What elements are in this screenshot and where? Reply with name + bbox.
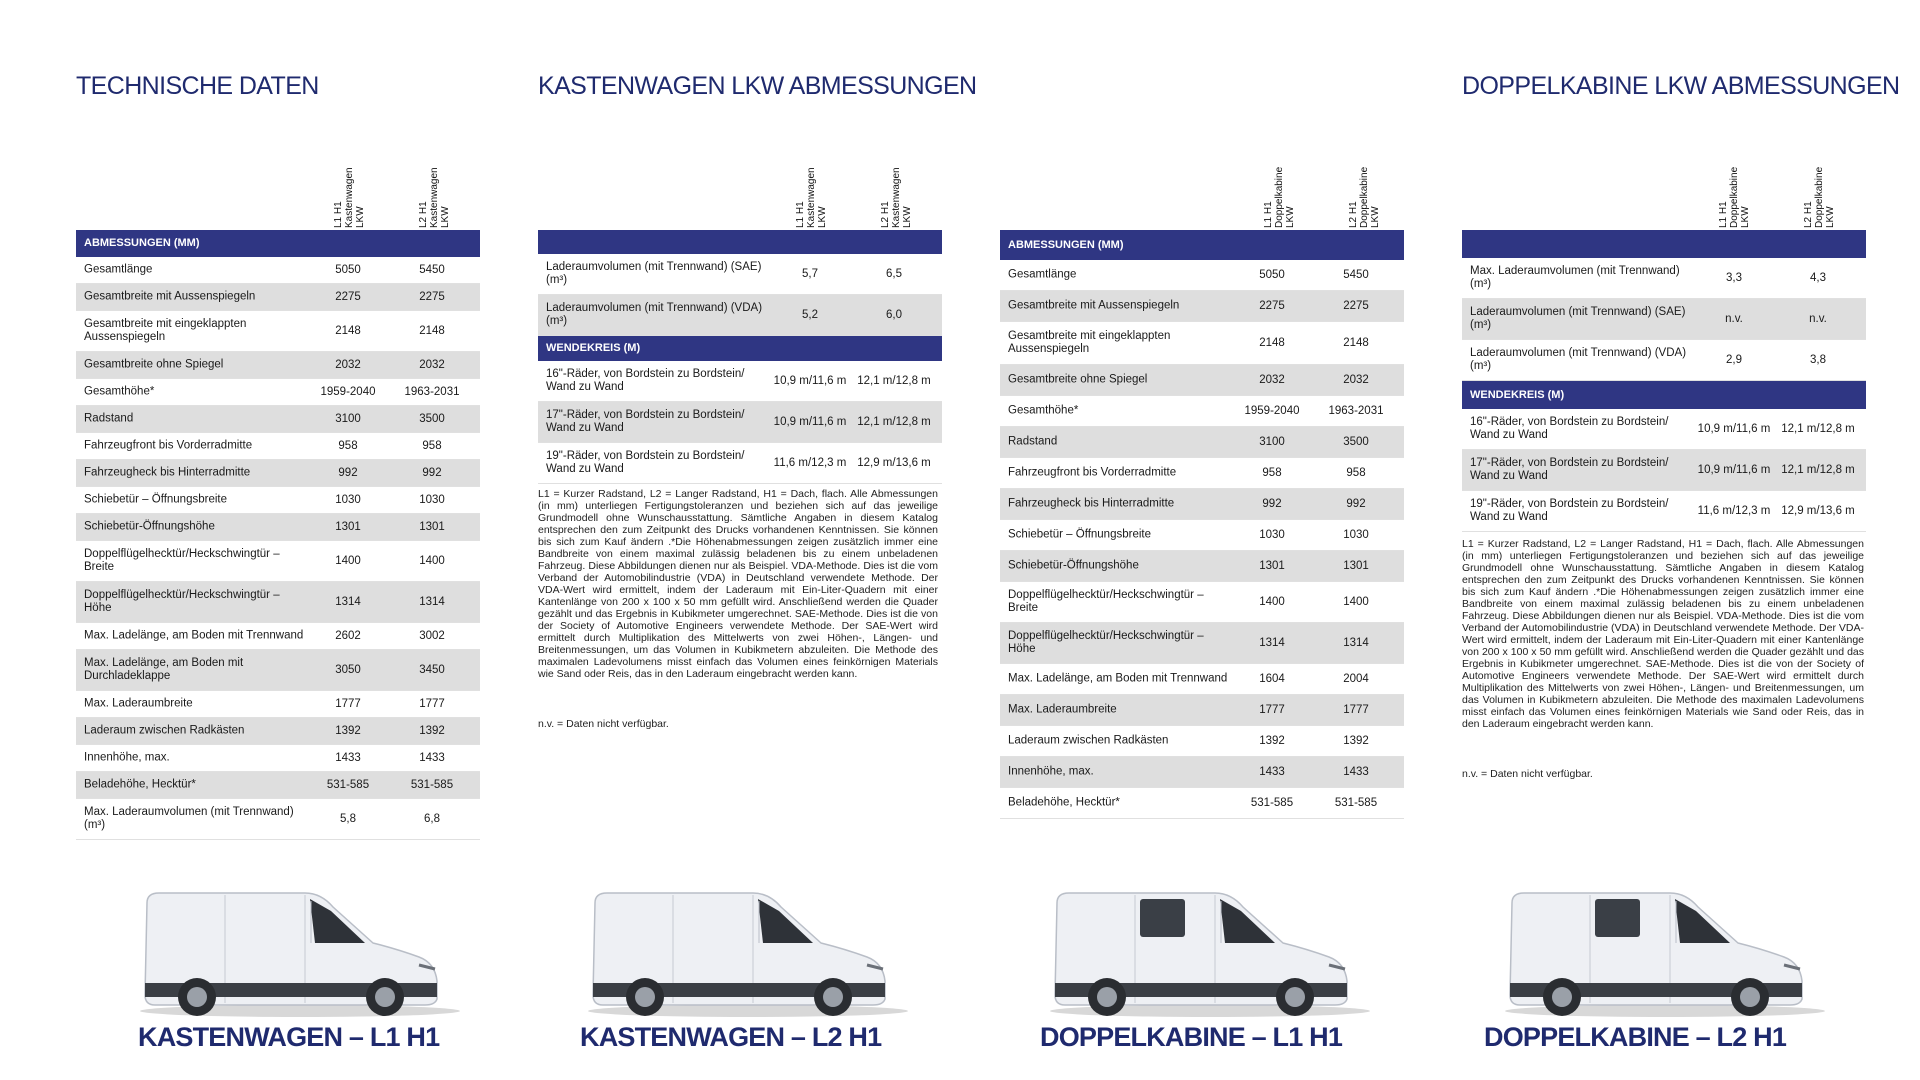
value-col1: 10,9 m/11,6 m bbox=[773, 375, 847, 387]
row-label: Max. Ladelänge, am Boden mit Trennwand bbox=[84, 629, 304, 642]
row-label: 16"-Räder, von Bordstein zu Bordstein/ Wand zu Wand bbox=[1470, 416, 1669, 441]
table-row bbox=[1000, 726, 1404, 757]
row-label: Beladehöhe, Hecktür* bbox=[84, 778, 196, 791]
table-row bbox=[1000, 757, 1404, 788]
row-label: Gesamthöhe* bbox=[1008, 404, 1079, 417]
row-label: Innenhöhe, max. bbox=[84, 751, 170, 764]
row-label: Max. Ladelänge, am Boden mit Durchladeklappe bbox=[84, 657, 244, 682]
volume-table-kastenwagen bbox=[538, 230, 942, 484]
table-row bbox=[76, 650, 480, 691]
table-rows bbox=[538, 361, 942, 484]
value-col1: 3050 bbox=[335, 664, 361, 676]
value-col2: 992 bbox=[422, 467, 442, 479]
row-label: Innenhöhe, max. bbox=[1008, 765, 1094, 778]
table-row bbox=[76, 284, 480, 311]
row-label: Doppelflügelhecktür/Heckschwingtür – Höhe bbox=[1008, 630, 1204, 655]
value-col1: 1433 bbox=[1259, 766, 1285, 778]
van-label-doppelkabine-l2: DOPPELKABINE – L2 H1 bbox=[1484, 1022, 1787, 1052]
value-col2: 1314 bbox=[1343, 637, 1369, 649]
value-col1: 5050 bbox=[1259, 269, 1285, 281]
value-col2: 1963-2031 bbox=[1328, 405, 1384, 417]
value-col2: 12,1 m/12,8 m bbox=[1781, 423, 1855, 435]
value-col1: 992 bbox=[1262, 498, 1282, 510]
value-col2: 1777 bbox=[1343, 704, 1369, 716]
value-col1: 1959-2040 bbox=[320, 386, 376, 398]
na-note: n.v. = Daten nicht verfügbar. bbox=[1462, 768, 1593, 780]
section-header-abmessungen: ABMESSUNGEN (MM) bbox=[76, 230, 480, 257]
table-row bbox=[538, 402, 942, 443]
value-col1: 2148 bbox=[335, 325, 361, 337]
value-col1: 1433 bbox=[335, 752, 361, 764]
na-note: n.v. = Daten nicht verfügbar. bbox=[538, 718, 669, 730]
table-row bbox=[76, 460, 480, 487]
table-row bbox=[538, 443, 942, 484]
value-col2: 3002 bbox=[419, 630, 445, 642]
table-row bbox=[1000, 322, 1404, 365]
van-doppelkabine-l2-image bbox=[1490, 885, 1840, 1020]
value-col2: 12,9 m/13,6 m bbox=[1781, 505, 1855, 517]
table-rows bbox=[538, 254, 942, 336]
row-label: Doppelflügelhecktür/Heckschwingtür – Breite bbox=[84, 548, 280, 573]
row-label: Fahrzeugfront bis Vorderradmitte bbox=[1008, 466, 1177, 479]
row-label: Schiebetür-Öffnungshöhe bbox=[84, 520, 215, 533]
value-col1: 5,7 bbox=[802, 268, 818, 280]
row-label: 19"-Räder, von Bordstein zu Bordstein/ Wand zu Wand bbox=[546, 450, 745, 475]
section-header-blank bbox=[538, 230, 942, 254]
value-col2: 1301 bbox=[1343, 560, 1369, 572]
value-col1: 3100 bbox=[1259, 436, 1285, 448]
value-col1: 3,3 bbox=[1726, 272, 1742, 284]
table-row bbox=[1000, 551, 1404, 582]
value-col2: 12,1 m/12,8 m bbox=[857, 416, 931, 428]
value-col2: 1314 bbox=[419, 596, 445, 608]
table-row bbox=[538, 254, 942, 295]
column-header-l2: L2 H1 Kastenwagen LKW bbox=[418, 167, 451, 228]
row-label: Fahrzeugfront bis Vorderradmitte bbox=[84, 439, 253, 452]
row-label: Schiebetür-Öffnungshöhe bbox=[1008, 559, 1139, 572]
value-col1: 1392 bbox=[1259, 735, 1285, 747]
table-row bbox=[1000, 260, 1404, 291]
spec-table-kastenwagen bbox=[76, 230, 480, 840]
row-label: 17"-Räder, von Bordstein zu Bordstein/ Wand zu Wand bbox=[546, 409, 745, 434]
value-col1: 1959-2040 bbox=[1244, 405, 1300, 417]
van-label-doppelkabine-l1: DOPPELKABINE – L1 H1 bbox=[1040, 1022, 1343, 1052]
value-col1: 5050 bbox=[335, 264, 361, 276]
table-row bbox=[1000, 520, 1404, 551]
value-col2: 1777 bbox=[419, 698, 445, 710]
value-col2: 2004 bbox=[1343, 673, 1369, 685]
row-label: Laderaumvolumen (mit Trennwand) (VDA) (m³) bbox=[1470, 347, 1687, 372]
table-row bbox=[1000, 788, 1404, 819]
value-col1: 1777 bbox=[1259, 704, 1285, 716]
table-row bbox=[1000, 623, 1404, 664]
page-title-technische-daten: TECHNISCHE DATEN bbox=[76, 72, 319, 100]
value-col2: 2275 bbox=[1343, 300, 1369, 312]
section-header-wendekreis: WENDEKREIS (M) bbox=[538, 336, 942, 361]
value-col2: 6,8 bbox=[424, 813, 440, 825]
value-col2: 4,3 bbox=[1810, 272, 1826, 284]
row-label: Radstand bbox=[1008, 435, 1058, 448]
value-col1: 10,9 m/11,6 m bbox=[1697, 423, 1771, 435]
value-col2: 12,9 m/13,6 m bbox=[857, 457, 931, 469]
van-label-kastenwagen-l2: KASTENWAGEN – L2 H1 bbox=[580, 1022, 882, 1052]
table-row bbox=[538, 295, 942, 336]
table-row bbox=[1000, 291, 1404, 322]
value-col1: 1400 bbox=[335, 555, 361, 567]
table-row bbox=[76, 406, 480, 433]
row-label: Doppelflügelhecktür/Heckschwingtür – Höhe bbox=[84, 589, 280, 614]
value-col1: 1314 bbox=[335, 596, 361, 608]
table-row bbox=[1000, 458, 1404, 489]
value-col2: 992 bbox=[1346, 498, 1366, 510]
value-col1: 11,6 m/12,3 m bbox=[1697, 505, 1771, 517]
section-header-wendekreis: WENDEKREIS (M) bbox=[1462, 381, 1866, 409]
section-header-blank bbox=[1462, 230, 1866, 258]
value-col2: 1030 bbox=[1343, 529, 1369, 541]
column-header-l2: L2 H1 Doppelkabine LKW bbox=[1348, 166, 1381, 228]
value-col2: 1433 bbox=[419, 752, 445, 764]
value-col2: 1400 bbox=[419, 555, 445, 567]
row-label: Schiebetür – Öffnungsbreite bbox=[1008, 528, 1151, 541]
table-row bbox=[76, 541, 480, 582]
row-label: Gesamtbreite ohne Spiegel bbox=[84, 358, 224, 371]
page-title-kastenwagen: KASTENWAGEN LKW ABMESSUNGEN bbox=[538, 72, 977, 100]
row-label: Laderaum zwischen Radkästen bbox=[84, 724, 245, 737]
row-label: Gesamtlänge bbox=[84, 263, 153, 276]
table-row bbox=[1462, 340, 1866, 381]
value-col2: 1392 bbox=[1343, 735, 1369, 747]
value-col1: 531-585 bbox=[1250, 797, 1294, 809]
table-row bbox=[1000, 365, 1404, 396]
table-row bbox=[76, 623, 480, 650]
page-title-doppelkabine: DOPPELKABINE LKW ABMESSUNGEN bbox=[1462, 72, 1900, 100]
value-col2: 2032 bbox=[419, 359, 445, 371]
row-label: Max. Laderaumbreite bbox=[84, 697, 193, 710]
value-col2: 12,1 m/12,8 m bbox=[857, 375, 931, 387]
value-col1: 1604 bbox=[1259, 673, 1285, 685]
value-col1: 1400 bbox=[1259, 596, 1285, 608]
value-col2: 531-585 bbox=[1334, 797, 1378, 809]
value-col1: 10,9 m/11,6 m bbox=[1697, 464, 1771, 476]
table-row bbox=[76, 433, 480, 460]
table-row bbox=[76, 745, 480, 772]
table-row bbox=[76, 311, 480, 352]
column-header-l1: L1 H1 Doppelkabine LKW bbox=[1718, 166, 1751, 228]
value-col2: 5450 bbox=[1343, 269, 1369, 281]
row-label: Max. Laderaumvolumen (mit Trennwand) (m³) bbox=[1470, 265, 1680, 290]
column-header-l2: L2 H1 Kastenwagen LKW bbox=[880, 167, 913, 228]
value-col1: 2275 bbox=[335, 291, 361, 303]
table-row bbox=[76, 487, 480, 514]
value-col1: 5,8 bbox=[340, 813, 356, 825]
value-col2: 3500 bbox=[419, 413, 445, 425]
table-row bbox=[1000, 489, 1404, 520]
row-label: Radstand bbox=[84, 412, 134, 425]
row-label: Doppelflügelhecktür/Heckschwingtür – Breite bbox=[1008, 589, 1204, 614]
row-label: Max. Ladelänge, am Boden mit Trennwand bbox=[1008, 672, 1228, 685]
row-label: 16"-Räder, von Bordstein zu Bordstein/ Wand zu Wand bbox=[546, 368, 745, 393]
van-kastenwagen-l2-image bbox=[573, 885, 923, 1020]
value-col1: 11,6 m/12,3 m bbox=[773, 457, 847, 469]
row-label: Fahrzeugheck bis Hinterradmitte bbox=[84, 466, 251, 479]
row-label: Laderaumvolumen (mit Trennwand) (VDA) (m³) bbox=[546, 302, 763, 327]
row-label: Schiebetür – Öffnungsbreite bbox=[84, 493, 227, 506]
table-row bbox=[76, 582, 480, 623]
value-col1: 1301 bbox=[335, 521, 361, 533]
column-header-l1: L1 H1 Kastenwagen LKW bbox=[795, 167, 828, 228]
value-col2: 1400 bbox=[1343, 596, 1369, 608]
spec-table-doppelkabine bbox=[1000, 230, 1404, 819]
table-row bbox=[76, 379, 480, 406]
row-label: Gesamtbreite mit Aussenspiegeln bbox=[1008, 299, 1180, 312]
value-col1: 2602 bbox=[335, 630, 361, 642]
table-row bbox=[1000, 396, 1404, 427]
table-row bbox=[76, 257, 480, 284]
value-col2: 958 bbox=[1346, 467, 1366, 479]
value-col1: 992 bbox=[338, 467, 358, 479]
table-rows bbox=[76, 257, 480, 840]
van-label-kastenwagen-l1: KASTENWAGEN – L1 H1 bbox=[138, 1022, 440, 1052]
value-col1: 5,2 bbox=[802, 309, 818, 321]
table-row bbox=[76, 718, 480, 745]
footnote-text: L1 = Kurzer Radstand, L2 = Langer Radstand, H1 = Dach, flach. Alle Abmessungen (in mm) unterliegen Fertigungstoleranzen und beziehen sich auf das jeweilige Grundmodell ohne Wunschausstattung. Sämtliche Angaben in diesem Katalog entsprechen den zum Zeitpunkt des Drucks vorhandenen Kenntnissen. Sie können bis sich zum Kauf ändern .*Die Höhenabmessungen zeigen zusätzlich immer eine Bandbreite von einem maximal zulässig beladenen bis zu einem unbeladenen Fahrzeug. Diese Abbildungen dienen nur als Beispiel. VDA-Methode. Dies ist die vom Verband der Automobilindustrie (VDA) in Deutschland verwendete Methode. Der VDA-Wert wird ermittelt, indem der Laderaum mit Ein-Liter-Quadern mit einer Kantenlänge von 200 x 100 x 50 mm gefüllt wird. Anschließend werden die Quader gezählt und das Ergebnis in Kubikmeter umgerechnet. SAE-Methode. Dies ist die von der Society of Automotive Engineers verwendete Methode. Der SAE-Wert wird ermittelt durch Multiplikation des Mittelwerts von zwei Höhen-, Längen- und Breitenmessungen, um das Volumen in Kubikmetern abzuleiten. Die Methode des maximalen Ladevolumens misst einfach das Volumen eines feinkörnigen Materials wie Sand oder Reis, das in den Laderaum eingebracht werden kann. bbox=[538, 488, 938, 680]
value-col2: 2275 bbox=[419, 291, 445, 303]
row-label: Laderaum zwischen Radkästen bbox=[1008, 734, 1169, 747]
value-col2: 2148 bbox=[1343, 337, 1369, 349]
table-rows bbox=[1462, 409, 1866, 532]
table-row bbox=[76, 352, 480, 379]
table-row bbox=[538, 361, 942, 402]
van-doppelkabine-l1-image bbox=[1045, 885, 1375, 1020]
value-col1: 1301 bbox=[1259, 560, 1285, 572]
table-row bbox=[1000, 664, 1404, 695]
volume-table-doppelkabine bbox=[1462, 230, 1866, 532]
table-row bbox=[1000, 582, 1404, 623]
value-col1: 1777 bbox=[335, 698, 361, 710]
table-row bbox=[76, 514, 480, 541]
row-label: Fahrzeugheck bis Hinterradmitte bbox=[1008, 497, 1175, 510]
row-label: Max. Laderaumbreite bbox=[1008, 703, 1117, 716]
table-row bbox=[76, 772, 480, 799]
column-header-l1: L1 H1 Doppelkabine LKW bbox=[1263, 166, 1296, 228]
table-row bbox=[76, 799, 480, 840]
table-row bbox=[1462, 450, 1866, 491]
row-label: Max. Laderaumvolumen (mit Trennwand) (m³) bbox=[84, 806, 294, 831]
row-label: Gesamtlänge bbox=[1008, 268, 1077, 281]
row-label: Gesamthöhe* bbox=[84, 385, 155, 398]
footnote-text: L1 = Kurzer Radstand, L2 = Langer Radstand, H1 = Dach, flach. Alle Abmessungen (in mm) unterliegen Fertigungstoleranzen und beziehen sich auf das jeweilige Grundmodell ohne Wunschausstattung. Sämtliche Angaben in diesem Katalog entsprechen den zum Zeitpunkt des Drucks vorhandenen Kenntnissen. Sie können bis sich zum Kauf ändern .*Die Höhenabmessungen zeigen zusätzlich immer eine Bandbreite von einem maximal zulässig beladenen bis zu einem unbeladenen Fahrzeug. Diese Abbildungen dienen nur als Beispiel. VDA-Methode. Dies ist die vom Verband der Automobilindustrie (VDA) in Deutschland verwendete Methode. Der VDA-Wert wird ermittelt, indem der Laderaum mit Ein-Liter-Quadern mit einer Kantenlänge von 200 x 100 x 50 mm gefüllt wird. Anschließend werden die Quader gezählt und das Ergebnis in Kubikmeter umgerechnet. SAE-Methode. Dies ist die von der Society of Automotive Engineers verwendete Methode. Der SAE-Wert wird ermittelt durch Multiplikation des Mittelwerts von zwei Höhen-, Längen- und Breitenmessungen, um das Volumen in Kubikmetern abzuleiten. Die Methode des maximalen Ladevolumens misst einfach das Volumen eines feinkörnigen Materials wie Sand oder Reis, das in den Laderaum eingebracht werden kann. bbox=[1462, 538, 1864, 730]
column-header-l1: L1 H1 Kastenwagen LKW bbox=[333, 167, 366, 228]
value-col2: n.v. bbox=[1809, 313, 1827, 325]
column-header-l2: L2 H1 Doppelkabine LKW bbox=[1803, 166, 1836, 228]
value-col2: 531-585 bbox=[410, 779, 454, 791]
value-col1: 1314 bbox=[1259, 637, 1285, 649]
value-col1: 2032 bbox=[335, 359, 361, 371]
value-col1: 1030 bbox=[335, 494, 361, 506]
table-row bbox=[76, 691, 480, 718]
value-col2: 2032 bbox=[1343, 374, 1369, 386]
row-label: Laderaumvolumen (mit Trennwand) (SAE) (m³) bbox=[546, 261, 762, 286]
row-label: Gesamtbreite ohne Spiegel bbox=[1008, 373, 1148, 386]
row-label: Gesamtbreite mit eingeklappten Aussenspiegeln bbox=[84, 318, 247, 343]
value-col2: 2148 bbox=[419, 325, 445, 337]
value-col2: 1392 bbox=[419, 725, 445, 737]
row-label: Gesamtbreite mit eingeklappten Aussenspiegeln bbox=[1008, 330, 1171, 355]
value-col2: 1963-2031 bbox=[404, 386, 460, 398]
section-header-abmessungen: ABMESSUNGEN (MM) bbox=[1000, 230, 1404, 260]
row-label: Gesamtbreite mit Aussenspiegeln bbox=[84, 290, 256, 303]
value-col2: 1030 bbox=[419, 494, 445, 506]
value-col2: 6,5 bbox=[886, 268, 902, 280]
value-col1: 3100 bbox=[335, 413, 361, 425]
value-col1: 958 bbox=[338, 440, 358, 452]
van-kastenwagen-l1-image bbox=[135, 885, 465, 1020]
value-col2: 958 bbox=[422, 440, 442, 452]
value-col1: 1030 bbox=[1259, 529, 1285, 541]
value-col2: 5450 bbox=[419, 264, 445, 276]
table-rows bbox=[1000, 260, 1404, 819]
table-row bbox=[1462, 409, 1866, 450]
value-col2: 3500 bbox=[1343, 436, 1369, 448]
value-col1: 2032 bbox=[1259, 374, 1285, 386]
row-label: 19"-Räder, von Bordstein zu Bordstein/ Wand zu Wand bbox=[1470, 498, 1669, 523]
row-label: Beladehöhe, Hecktür* bbox=[1008, 796, 1120, 809]
value-col2: 3450 bbox=[419, 664, 445, 676]
value-col1: n.v. bbox=[1725, 313, 1743, 325]
table-row bbox=[1000, 427, 1404, 458]
value-col1: 958 bbox=[1262, 467, 1282, 479]
value-col2: 12,1 m/12,8 m bbox=[1781, 464, 1855, 476]
value-col1: 1392 bbox=[335, 725, 361, 737]
value-col1: 2275 bbox=[1259, 300, 1285, 312]
table-row bbox=[1462, 299, 1866, 340]
value-col2: 1301 bbox=[419, 521, 445, 533]
row-label: Laderaumvolumen (mit Trennwand) (SAE) (m³) bbox=[1470, 306, 1686, 331]
value-col1: 2148 bbox=[1259, 337, 1285, 349]
table-row bbox=[1000, 695, 1404, 726]
value-col2: 3,8 bbox=[1810, 354, 1826, 366]
value-col2: 6,0 bbox=[886, 309, 902, 321]
value-col1: 531-585 bbox=[326, 779, 370, 791]
table-rows bbox=[1462, 258, 1866, 381]
value-col1: 10,9 m/11,6 m bbox=[773, 416, 847, 428]
table-row bbox=[1462, 491, 1866, 532]
value-col1: 2,9 bbox=[1726, 354, 1742, 366]
table-row bbox=[1462, 258, 1866, 299]
value-col2: 1433 bbox=[1343, 766, 1369, 778]
row-label: 17"-Räder, von Bordstein zu Bordstein/ Wand zu Wand bbox=[1470, 457, 1669, 482]
